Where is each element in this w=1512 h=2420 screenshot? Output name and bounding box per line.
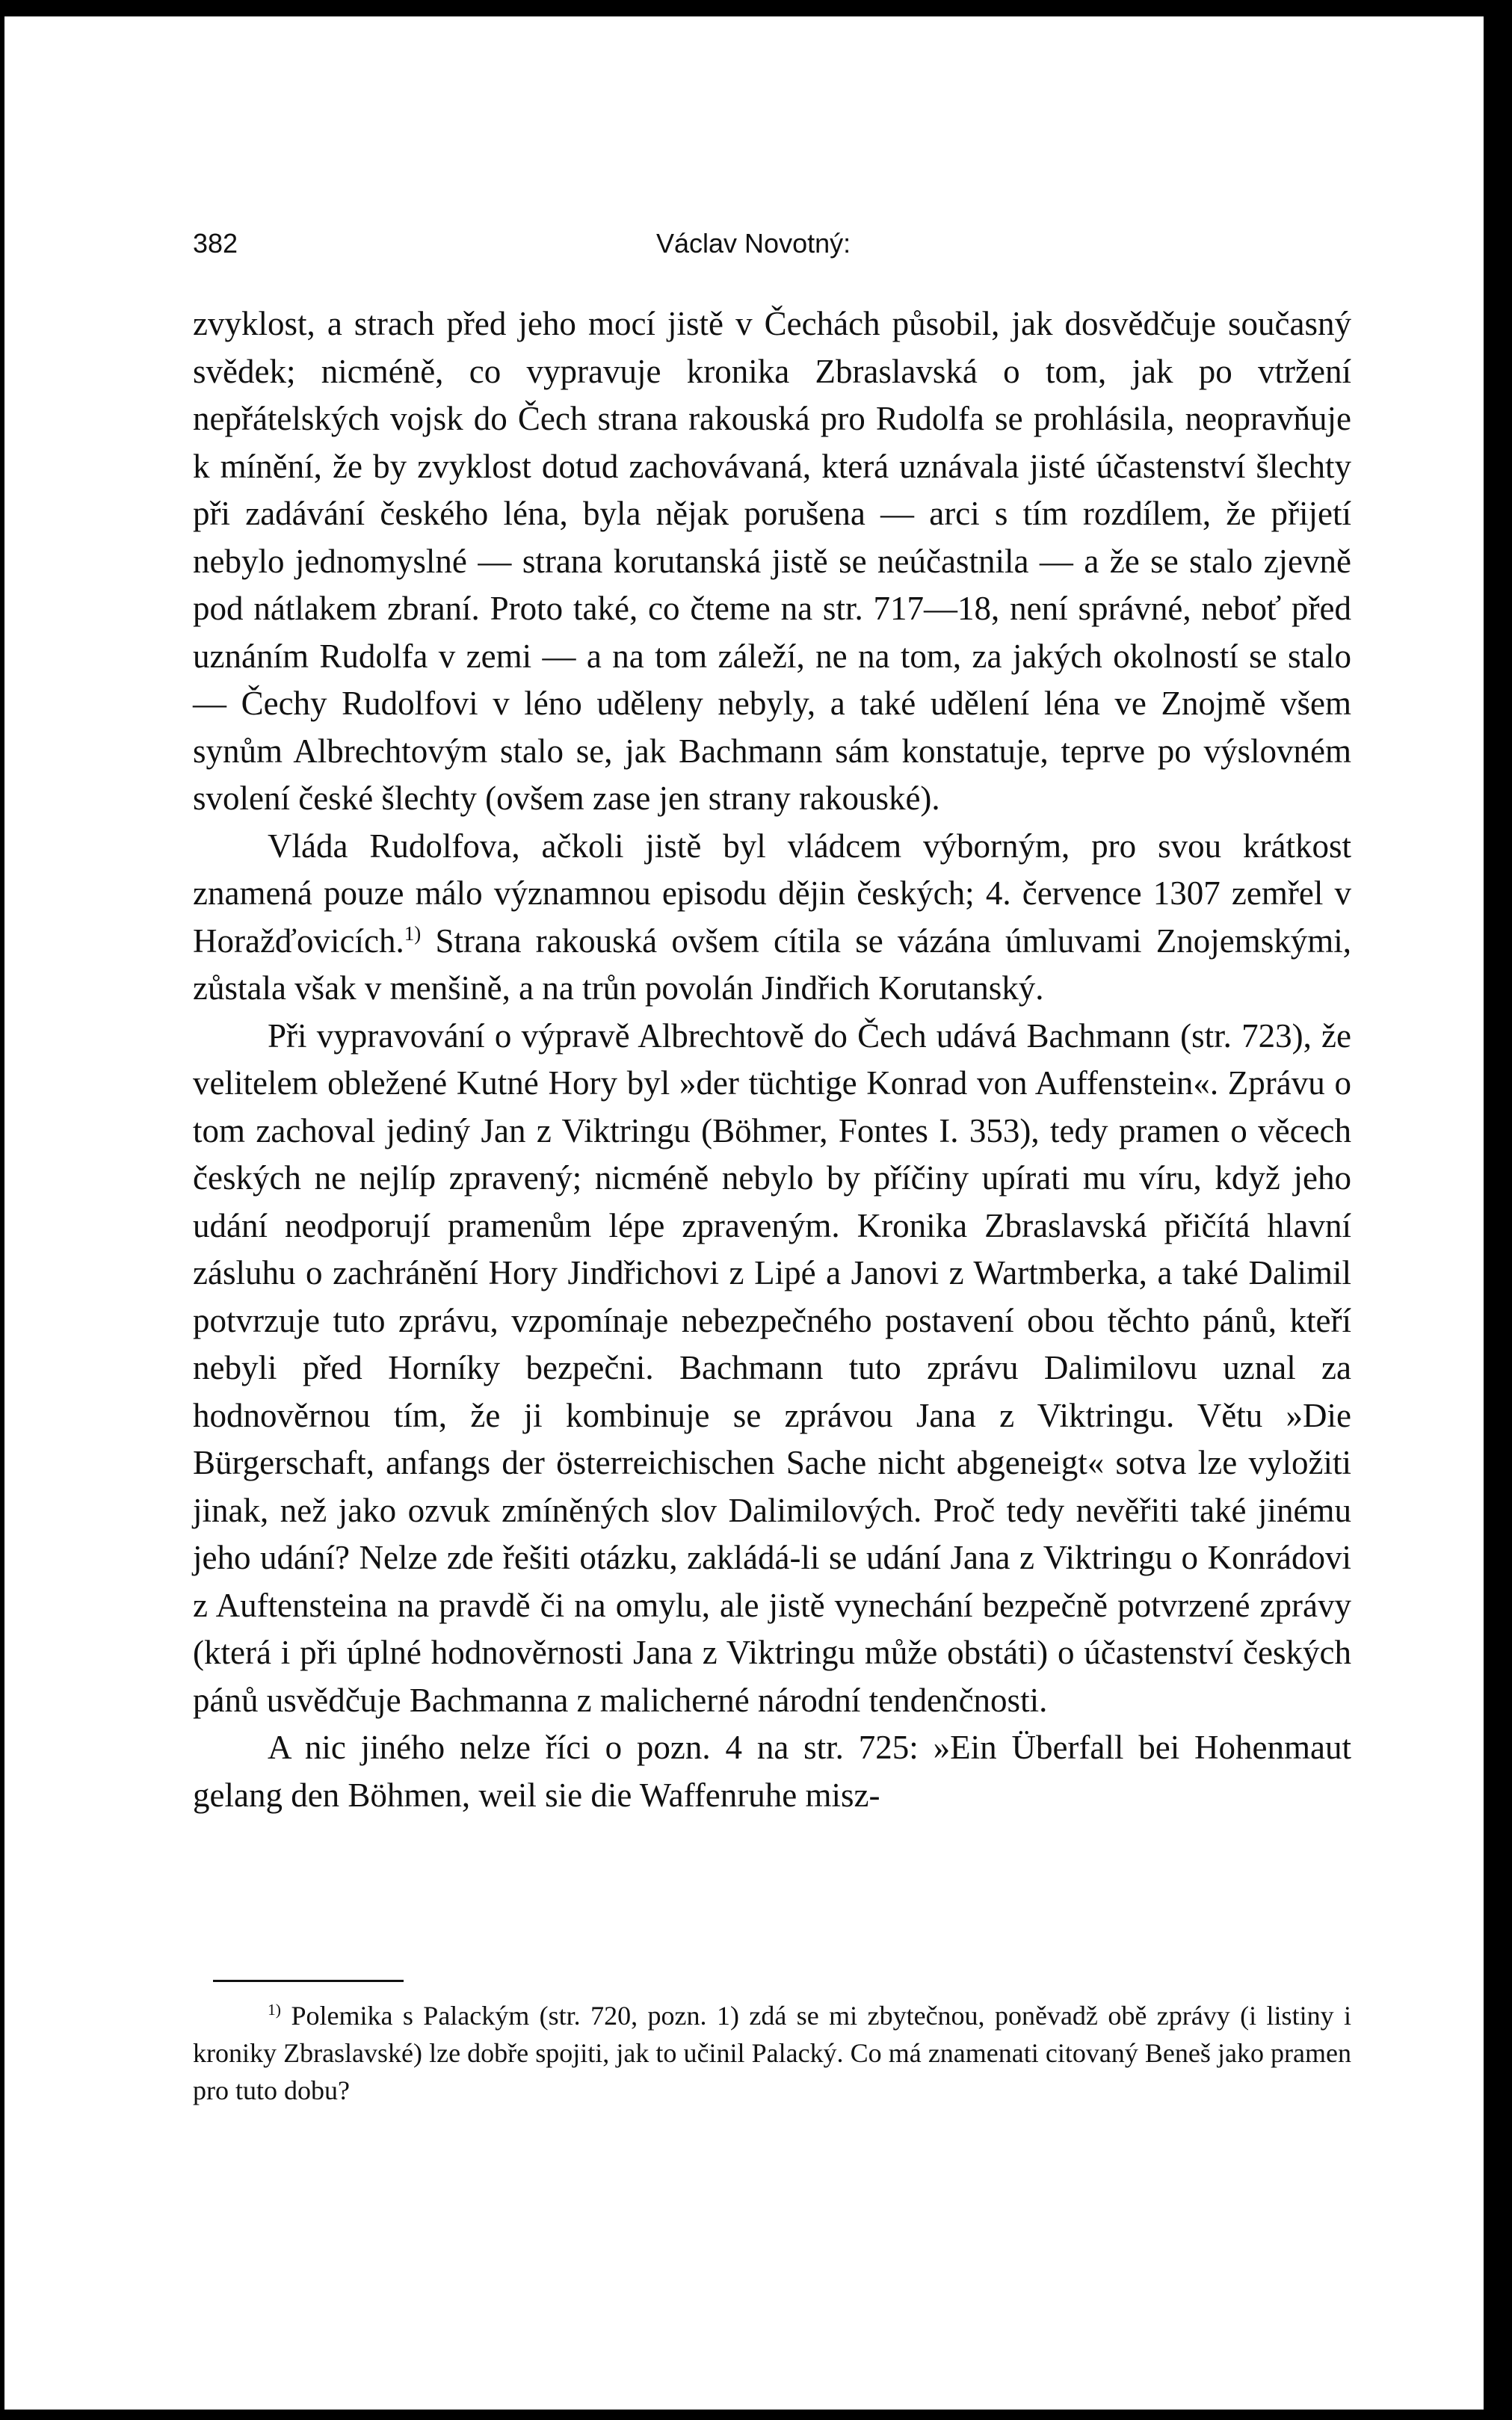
- paragraph-2: [193, 823, 1351, 1013]
- footnote-marker: 1): [268, 2001, 281, 2019]
- paragraph-4: A nic jiného nelze říci o pozn. 4 na str. 725: »Ein Überfall bei Hohenmaut gelang den Böhmen, weil sie die Waffenruhe misz-: [193, 1729, 1351, 1814]
- paragraph-2-text: Vláda Rudolfova, ačkoli jistě byl vládcem výborným, pro svou krátkost znamená pouze málo významnou episodu dějin českých; 4. července 1307 zemřel v Horažďovicích.: [193, 827, 1351, 960]
- scan-border-left: [0, 0, 4, 2420]
- running-head: Václav Novotný:: [656, 228, 851, 259]
- scan-border-top: [0, 0, 1512, 16]
- scan-border-right: [1484, 0, 1512, 2420]
- footnote-reference: 1): [404, 922, 422, 945]
- page-header: [193, 221, 1351, 266]
- page-number: 382: [193, 228, 238, 259]
- footnote-rule: [213, 1980, 404, 1982]
- footnote-1: [193, 1997, 1351, 2109]
- paragraph-2-continuation: Strana rakouská ovšem cítila se vázána úmluvami Znojemskými, zůstala však v menšině, a na trůn povolán Jindřich Korutanský.: [193, 922, 1351, 1007]
- body-text: [193, 300, 1351, 1819]
- paragraph-1: zvyklost, a strach před jeho mocí jistě v Čechách působil, jak dosvědčuje současný svědek; nicméně, co vypravuje kronika Zbraslavská o tom, jak po vtržení nepřátelských vojsk do Čech strana rakouská pro Rudolfa se prohlásila, neopravňuje k mínění, že by zvyklost dotud zachovávaná, která uznávala jisté účastenství šlechty při zadávání českého léna, byla nějak porušena — arci s tím rozdílem, že přijetí nebylo jednomyslné — strana korutanská jistě se neúčastnila — a že se stalo zjevně pod nátlakem zbraní. Proto také, co čteme na str. 717—18, není správné, neboť před uznáním Rudolfa v zemi — a na tom záleží, ne na tom, za jakých okolností se stalo — Čechy Rudolfovi v léno uděleny nebyly, a také udělení léna ve Znojmě všem synům Albrechtovým stalo se, jak Bachmann sám konstatuje, teprve po výslovném svolení české šlechty (ovšem zase jen strany rakouské).: [193, 305, 1351, 817]
- scan-border-bottom: [0, 2410, 1512, 2420]
- footnotes: [193, 1997, 1351, 2109]
- footnote-1-text: Polemika s Palackým (str. 720, pozn. 1) zdá se mi zbytečnou, poněvadž obě zprávy (i listiny i kroniky Zbraslavské) lze dobře spojiti, jak to učinil Palacký. Co má znamenati citovaný Beneš jako pramen pro tuto dobu?: [193, 2001, 1351, 2105]
- paragraph-3: Při vypravování o výpravě Albrechtově do Čech udává Bachmann (str. 723), že velitelem obležené Kutné Hory byl »der tüchtige Konrad von Auffenstein«. Zprávu o tom zachoval jediný Jan z Viktringu (Böhmer, Fontes I. 353), tedy pramen o věcech českých ne nejlíp zpravený; nicméně nebylo by příčiny upírati mu víru, když jeho udání neodporují pramenům lépe zpraveným. Kronika Zbraslavská přičítá hlavní zásluhu o zachránění Hory Jindřichovi z Lipé a Janovi z Wartmberka, a také Dalimil potvrzuje tuto zprávu, vzpomínaje nebezpečného postavení obou těchto pánů, kteří nebyli před Horníky bezpečni. Bachmann tuto zprávu Dalimilovu uznal za hodnověrnou tím, že ji kombinuje se zprávou Jana z Viktringu. Větu »Die Bürgerschaft, anfangs der österreichischen Sache nicht abgeneigt« sotva lze vyložiti jinak, než jako ozvuk zmíněných slov Dalimilových. Proč tedy nevěřiti také jinému jeho udání? Nelze zde řešiti otázku, zakládá-li se udání Jana z Viktringu o Konrádovi z Auftensteina na pravdě či na omylu, ale jistě vynechání bezpečně potvrzené zprávy (která i při úplné hodnověrnosti Jana z Viktringu může obstáti) o účastenství českých pánů usvědčuje Bachmanna z malicherné národní tendenčnosti.: [193, 1016, 1351, 1719]
